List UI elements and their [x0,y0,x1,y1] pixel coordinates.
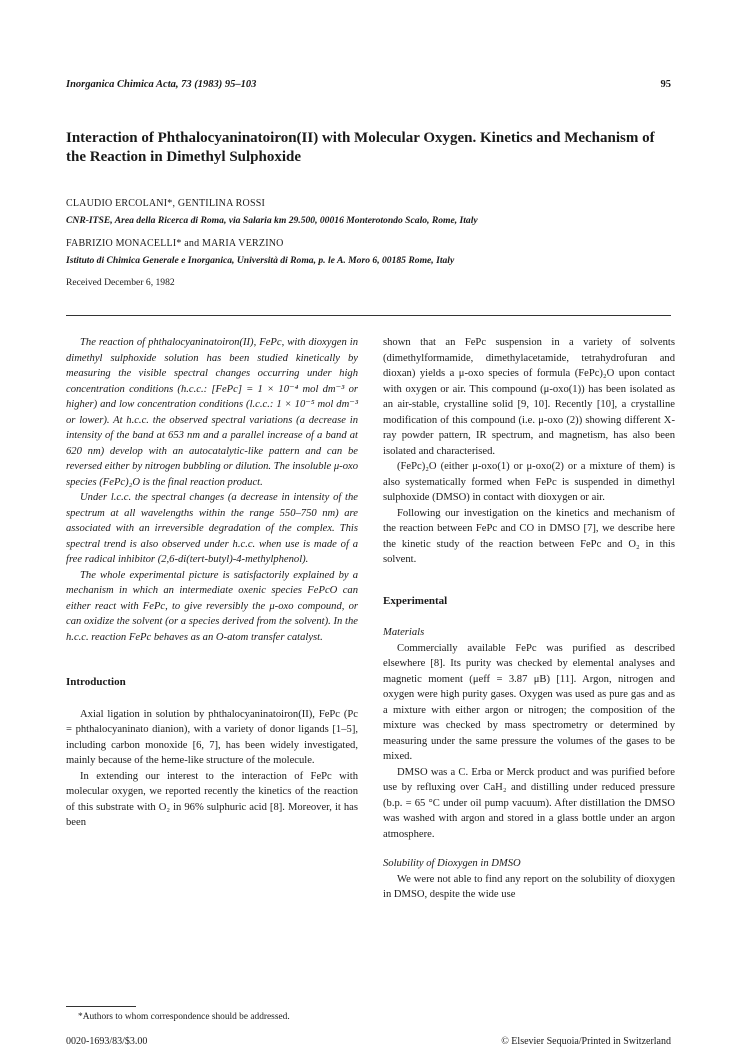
abstract-paragraph-1: The reaction of phthalocyaninatoiron(II), FePc, with dioxygen in dimethyl sulphoxide solution has been studied kinetically by measuring the visible spectral changes occurring under high concentration conditions (h.c.c.: [FePc] = 1 × 10⁻⁴ mol dm⁻³ or higher) and low concentration conditions (l.c.c.: 1 × 10⁻⁵ mol dm⁻³ or lower). At h.c.c. the observed spectral variations (a decrease in intensity of the band at 653 nm and a parallel increase of a band at 620 nm) develop with an autocatalytic-like pattern and can be reversed either by nitrogen bubbling or dilution. The insoluble μ-oxo species (FePc)₂O is the final reaction product. [66,337,358,488]
left-column [66,335,358,831]
journal-citation: Inorganica Chimica Acta, 73 (1983) 95–103 [66,79,257,90]
footnote-divider [66,1006,136,1007]
right-paragraph-1: shown that an FePc suspension in a variety of solvents (dimethylformamide, dimethylacetamide, tetrahydrofuran and dioxan) yields a μ-oxo species of formula (FePc)₂O upon contact with oxygen or air. This compound (μ-oxo(1)) has been isolated as an air-stable, crystalline solid [9, 10]. Recently [10], a crystalline modification of this compound (i.e. μ-oxo (2)) showing different X-ray powder pattern, IR spectrum, and magnetism, has also been isolated and characterised. [383,337,675,457]
affiliation-1: CNR-ITSE, Area della Ricerca di Roma, via Salaria km 29.500, 00016 Monterotondo Scalo, Rome, Italy [66,215,478,226]
intro-paragraph-1: Axial ligation in solution by phthalocyaninatoiron(II), FePc (Pc = phthalocyaninato dianion), with a variety of donor ligands [1–5], including carbon monoxide [6, 7], has been widely investigated, mainly because of the heme-like structure of the molecule. [66,708,358,766]
page-number: 95 [660,79,671,90]
materials-paragraph-2: DMSO was a C. Erba or Merck product and was purified before use by refluxing over CaH₂ and distilling under reduced pressure (b.p. = 65 °C under oil pump vacuum). After distillation the DMSO was washed with argon and stored in a glass bottle under an argon atmosphere. [383,766,675,840]
experimental-heading: Experimental [383,594,448,607]
author-line-2: FABRIZIO MONACELLI* and MARIA VERZINO [66,238,284,249]
issn-code: 0020-1693/83/$3.00 [66,1036,148,1047]
materials-paragraph-1: Commercially available FePc was purified as described elsewhere [8]. Its purity was checked by elemental analyses and magnetic moment (μeff = 3.87 μB) [11]. Argon, nitrogen and oxygen were high purity gases. Oxygen was used as pure gas and as a mixture with either argon or nitrogen; the composition of the mixture was checked by mass spectrometry or determined by measuring under the same pressure the volumes of the gases to be mixed. [383,642,675,762]
article-title: Interaction of Phthalocyaninatoiron(II) with Molecular Oxygen. Kinetics and Mechanism of the Reaction in Dimethyl Sulphoxide [66,130,655,165]
author-line-1: CLAUDIO ERCOLANI*, GENTILINA ROSSI [66,198,266,209]
solubility-paragraph: We were not able to find any report on the solubility of dioxygen in DMSO, despite the wide use [383,873,675,900]
right-paragraph-3: Following our investigation on the kinetics and mechanism of the reaction between FePc and CO in DMSO [7], we describe here the kinetic study of the reaction between FePc and O₂ in this solvent. [383,507,675,565]
abstract [66,335,358,645]
solubility-heading: Solubility of Dioxygen in DMSO [383,858,521,869]
intro-paragraph-2: In extending our interest to the interaction of FePc with molecular oxygen, we reported recently the kinetics of the reaction of this substrate with O₂ in 96% sulphuric acid [8]. Moreover, it has been [66,770,358,828]
affiliation-2: Istituto di Chimica Generale e Inorganica, Università di Roma, p. le A. Moro 6, 00185 Rome, Italy [66,255,455,266]
right-column [383,335,675,903]
header-divider [66,315,671,316]
abstract-paragraph-3: The whole experimental picture is satisfactorily explained by a mechanism in which an intermediate oxenic species FePcO can either react with FePc, to give reversibly the μ-oxo compound, or can oxidize the solvent (or a species derived from the solvent). In the h.c.c. reaction FePc behaves as an O-atom transfer catalyst. [66,569,358,643]
copyright-notice: © Elsevier Sequoia/Printed in Switzerland [501,1036,671,1047]
abstract-paragraph-2: Under l.c.c. the spectral changes (a decrease in intensity of the spectrum at all wavelengths within the range 550–750 nm) are associated with an irreversible degradation of the complex. This spectral trend is also observed under h.c.c. when use is made of a free radical inhibitor (2,6-di(tert-butyl)-4-methylphenol). [66,492,358,565]
materials-heading: Materials [383,627,425,638]
right-paragraph-2: (FePc)₂O (either μ-oxo(1) or μ-oxo(2) or a mixture of them) is also systematically formed when FePc is suspended in dimethyl sulphoxide (DMSO) in contact with dioxygen or air. [383,461,675,503]
footnote: *Authors to whom correspondence should be addressed. [78,1012,290,1022]
introduction-heading: Introduction [66,676,126,688]
received-date: Received December 6, 1982 [66,277,175,288]
